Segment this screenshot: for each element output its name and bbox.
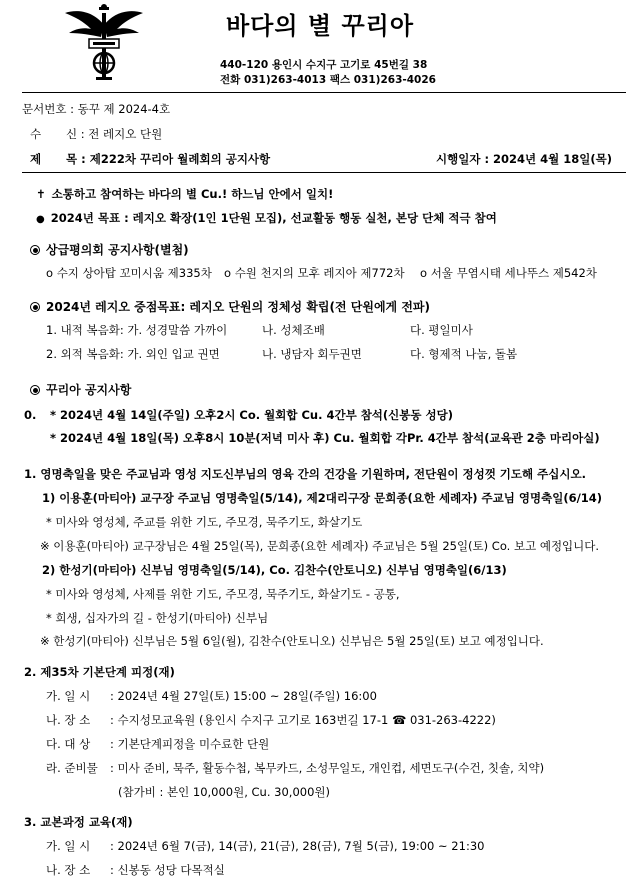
- section-1-sub-1-note-2: ※ 이용훈(마티아) 교구장님은 4월 25일(목), 문희종(요한 세례자) 주교님은 5월 25일(토) Co. 보고 예정입니다.: [40, 539, 600, 553]
- section-3-row-1-label: 가. 일 시: [46, 839, 91, 853]
- section-2-row-3-label: 다. 대 상: [46, 737, 91, 751]
- address-line: 440-120 용인시 수지구 고기로 45번길 38: [220, 59, 428, 71]
- recipient-label: 수: [30, 127, 42, 141]
- slogan-2-text: 2024년 목표 : 레지오 확장(1인 1단원 모집), 선교활동 행동 실천, 본당 단체 적극 참여: [50, 211, 497, 225]
- curia-item-0-line-1: * 2024년 4월 14일(주일) 오후2시 Co. 월회합 Cu. 4간부 참석(신봉동 성당): [50, 408, 453, 422]
- section-1-sub-2-note-3: ※ 한성기(마티아) 신부님은 5월 6일(월), 김찬수(안토니오) 신부님은 5월 25일(토) 보고 예정입니다.: [40, 634, 544, 648]
- curia-heading-text: 꾸리아 공지사항: [46, 383, 132, 397]
- section-1-sub-1-note-1: * 미사와 영성체, 주교를 위한 기도, 주모경, 묵주기도, 화살기도: [46, 515, 363, 529]
- curia-item-0-number: 0.: [24, 408, 37, 422]
- section-2-row-2-value: : 수지성모교육원 (용인시 수지구 고기로 163번길 17-1 ☎ 031-263-4222): [110, 713, 496, 727]
- section-2-row-1-value: : 2024년 4월 27일(토) 15:00 ~ 28일(주일) 16:00: [110, 689, 377, 703]
- subject: 목 : 제222차 꾸리아 월례회의 공지사항: [66, 152, 271, 166]
- section-3-row-2-value: : 신봉동 성당 다목적실: [110, 863, 225, 877]
- recipient: 신 : 전 레지오 단원: [66, 127, 163, 141]
- section-2-heading: 2. 제35차 기본단계 피정(재): [24, 665, 175, 679]
- focus-heading-text: 2024년 레지오 중점목표: 레지오 단원의 정체성 확립(전 단원에게 전파): [46, 300, 430, 314]
- phone-line: 전화 031)263-4013 팩스 031)263-4026: [220, 74, 436, 86]
- section-3-row-1-value: : 2024년 6월 7(금), 14(금), 21(금), 28(금), 7월 5(금), 19:00 ~ 21:30: [110, 839, 485, 853]
- address-block: [220, 58, 436, 88]
- council-item-2: o 수원 천지의 모후 레지아 제772차: [224, 266, 405, 280]
- slogan-2: [36, 210, 497, 226]
- doc-number: 문서번호 : 동꾸 제 2024-4호: [22, 102, 171, 116]
- section-1-heading: 1. 영명축일을 맞은 주교님과 영성 지도신부님의 영육 간의 건강을 기원하며, 전단원이 정성껏 기도해 주십시오.: [24, 467, 586, 481]
- focus-row-2-col-2: 나. 냉담자 회두권면: [262, 347, 362, 361]
- section-1-sub-2: 2) 한성기(마티아) 신부님 영명축일(5/14), Co. 김찬수(안토니오) 신부님 영명축일(6/13): [42, 563, 507, 577]
- section-2-row-4-label: 라. 준비물: [46, 761, 98, 775]
- cross-icon: ✝: [36, 187, 46, 201]
- meta-divider: [22, 172, 626, 173]
- effective-date: 시행일자 : 2024년 4월 18일(목): [436, 152, 613, 166]
- curia-item-0-line-2: * 2024년 4월 18일(목) 오후8시 10분(저녁 미사 후) Cu. 월회합 각Pr. 4간부 참석(교육관 2층 마리아실): [50, 431, 600, 445]
- circle-bullet-icon: [30, 302, 40, 312]
- section-3-row-2-label: 나. 장 소: [46, 863, 91, 877]
- slogan-1: [36, 186, 333, 202]
- header-divider: [22, 92, 626, 93]
- section-2-row-1-label: 가. 일 시: [46, 689, 91, 703]
- council-heading-text: 상급평의회 공지사항(별첨): [46, 243, 189, 257]
- curia-heading: [30, 381, 131, 398]
- focus-heading: [30, 298, 430, 315]
- section-2-fee: (참가비 : 본인 10,000원, Cu. 30,000원): [118, 785, 330, 799]
- section-2-row-4-value: : 미사 준비, 묵주, 활동수첩, 복무카드, 소성무일도, 개인컵, 세면도구(수건, 칫솔, 치약): [110, 761, 545, 775]
- focus-row-2-col-3: 다. 형제적 나눔, 돌봄: [410, 347, 518, 361]
- section-1-sub-1: 1) 이용훈(마티아) 교구장 주교님 영명축일(5/14), 제2대리구장 문희종(요한 세례자) 주교님 영명축일(6/14): [42, 491, 603, 505]
- subject-label: 제: [30, 152, 42, 166]
- section-2-row-3-value: : 기본단계피정을 미수료한 단원: [110, 737, 270, 751]
- focus-row-1-col-1: 1. 내적 복음화: 가. 성경말씀 가까이: [46, 323, 228, 337]
- focus-row-2-col-1: 2. 외적 복음화: 가. 외인 입교 권면: [46, 347, 220, 361]
- council-heading: [30, 241, 189, 258]
- page-title: 바다의 별 꾸리아: [226, 12, 414, 40]
- council-item-1: o 수지 상아탑 꼬미시움 제335차: [46, 266, 212, 280]
- section-1-sub-2-note-1: * 미사와 영성체, 사제를 위한 기도, 주모경, 묵주기도, 화살기도 - 공통,: [46, 587, 400, 601]
- section-2-row-2-label: 나. 장 소: [46, 713, 91, 727]
- section-3-heading: 3. 교본과정 교육(재): [24, 815, 133, 829]
- focus-row-1-col-3: 다. 평일미사: [410, 323, 473, 337]
- section-1-sub-2-note-2: * 희생, 십자가의 길 - 한성기(마티아) 신부님: [46, 611, 269, 625]
- focus-row-1-col-2: 나. 성체조배: [262, 323, 325, 337]
- slogan-1-text: 소통하고 참여하는 바다의 별 Cu.! 하느님 안에서 일치!: [51, 187, 334, 201]
- drop-icon: ●: [36, 214, 45, 225]
- council-item-3: o 서울 무염시태 세나뚜스 제542차: [420, 266, 597, 280]
- circle-bullet-icon: [30, 385, 40, 395]
- circle-bullet-icon: [30, 245, 40, 255]
